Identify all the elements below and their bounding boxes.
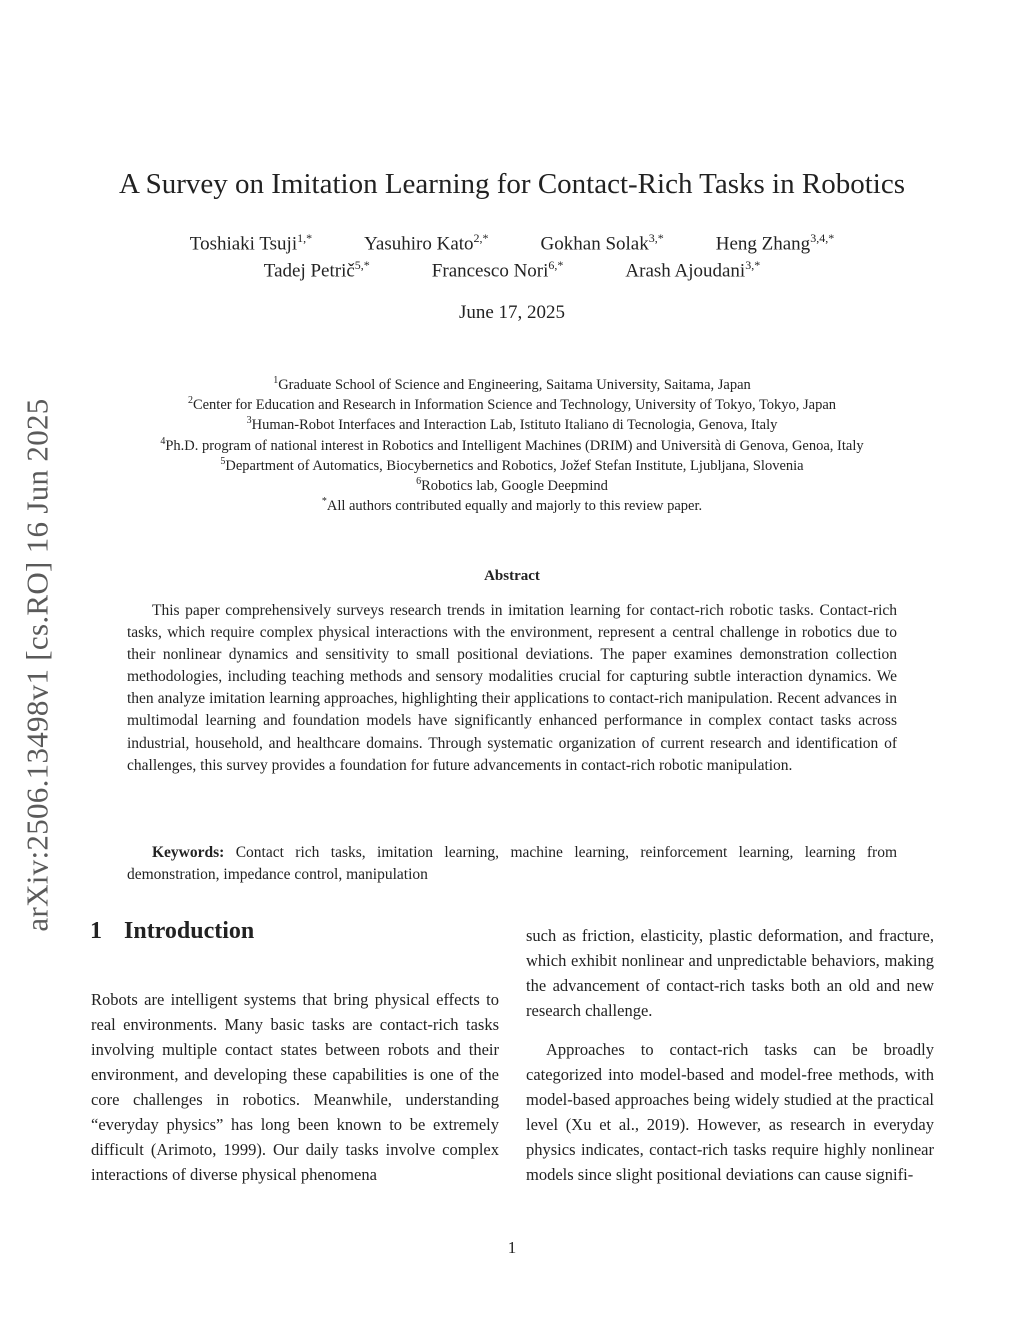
arxiv-identifier: arXiv:2506.13498v1 [cs.RO] 16 Jun 2025 (20, 398, 56, 932)
affiliation: $^2$Center for Education and Research in Information Science and Technology, University of Tokyo, Tokyo, Japan (187, 395, 837, 414)
author-name: Yasuhiro Kato$^{2,*}$ (364, 231, 489, 255)
author-row-2 (0, 258, 1024, 282)
intro-left-column: Robots are intelligent systems that bring physical effects to real environments. Many basic tasks are contact-rich tasks involving multiple contact states between robots and their environment, and developing these capabilities is one of the core challenges in robotics. Meanwhile, understanding “everyday physics” has long been known to be extremely difficult (Arimoto, 1999). Our daily tasks involve complex interactions of diverse physical phenomena (91, 990, 499, 1184)
keywords-list: Contact rich tasks, imitation learning, machine learning, reinforcement learning, learning from demonstration, impedance control, manipulation (127, 844, 898, 884)
author-row-1 (0, 231, 1024, 255)
author-name: Francesco Nori$^{6,*}$ (431, 258, 564, 282)
intro-right-paragraph-1: such as friction, elasticity, plastic deformation, and fracture, which exhibit nonlinear and unpredictable behaviors, making the advancement of contact-rich tasks both an old and new research challenge. (526, 926, 934, 1020)
affiliation-note: *All authors contributed equally and majorly to this review paper. (321, 496, 703, 514)
affiliation: $^4$Ph.D. program of national interest in Robotics and Intelligent Machines (DRIM) and Università di Genova, Genoa, Italy (160, 435, 864, 454)
abstract-text (127, 600, 897, 777)
affiliation: $^5$Department of Automatics, Biocybernetics and Robotics, Jožef Stefan Institute, Ljubljana, Slovenia (220, 455, 804, 474)
abstract-paragraph: This paper comprehensively surveys research trends in imitation learning for contact-rich robotic tasks. Contact-rich tasks, which require complex physical interactions with the environment, represent a central challenge in robotics due to their nonlinear dynamics and sensitivity to small positional deviations. The paper examines demonstration collection methodologies, including teaching methods and sensory modalities crucial for capturing subtle interaction dynamics. We then analyze imitation learning approaches, highlighting their applications to contact-rich manipulation. Recent advances in multimodal learning and foundation models have significantly enhanced performance in complex contact tasks across industrial, household, and healthcare domains. Through systematic organization of current research and identification of challenges, this survey provides a foundation for future advancements in contact-rich robotic manipulation. (127, 602, 897, 774)
keywords-label: Keywords: (152, 844, 225, 861)
affiliation: $^3$Human-Robot Interfaces and Interaction Lab, Istituto Italiano di Tecnologia, Genova, Italy (246, 415, 778, 434)
page-number: 1 (507, 1238, 517, 1257)
author-name: Gokhan Solak$^{3,*}$ (540, 231, 664, 255)
section-title: Introduction (124, 918, 255, 944)
affiliation: $^6$Robotics lab, Google Deepmind (416, 475, 608, 494)
author-name: Toshiaki Tsuji$^{1,*}$ (189, 231, 313, 255)
intro-right-paragraph-2: Approaches to contact-rich tasks can be broadly categorized into model-based and model-free methods, with model-based approaches being widely studied at the practical level (Xu et al., 2019). However, as research in everyday physics indicates, contact-rich tasks require highly nonlinear models since slight positional deviations can cause signifi- (526, 1040, 934, 1184)
abstract-heading: Abstract (484, 568, 540, 584)
paper-title: A Survey on Imitation Learning for Contact-Rich Tasks in Robotics (119, 168, 905, 200)
author-name: Arash Ajoudani$^{3,*}$ (625, 258, 761, 282)
section-heading (90, 918, 254, 945)
author-name: Heng Zhang$^{3,4,*}$ (715, 231, 835, 255)
keywords (127, 842, 897, 886)
affiliations (0, 371, 1024, 512)
section-number: 1 (90, 918, 102, 944)
affiliation: $^1$Graduate School of Science and Engineering, Saitama University, Saitama, Japan (273, 375, 751, 393)
author-name: Tadej Petrič$^{5,*}$ (263, 258, 370, 282)
paper-date: June 17, 2025 (458, 302, 566, 323)
